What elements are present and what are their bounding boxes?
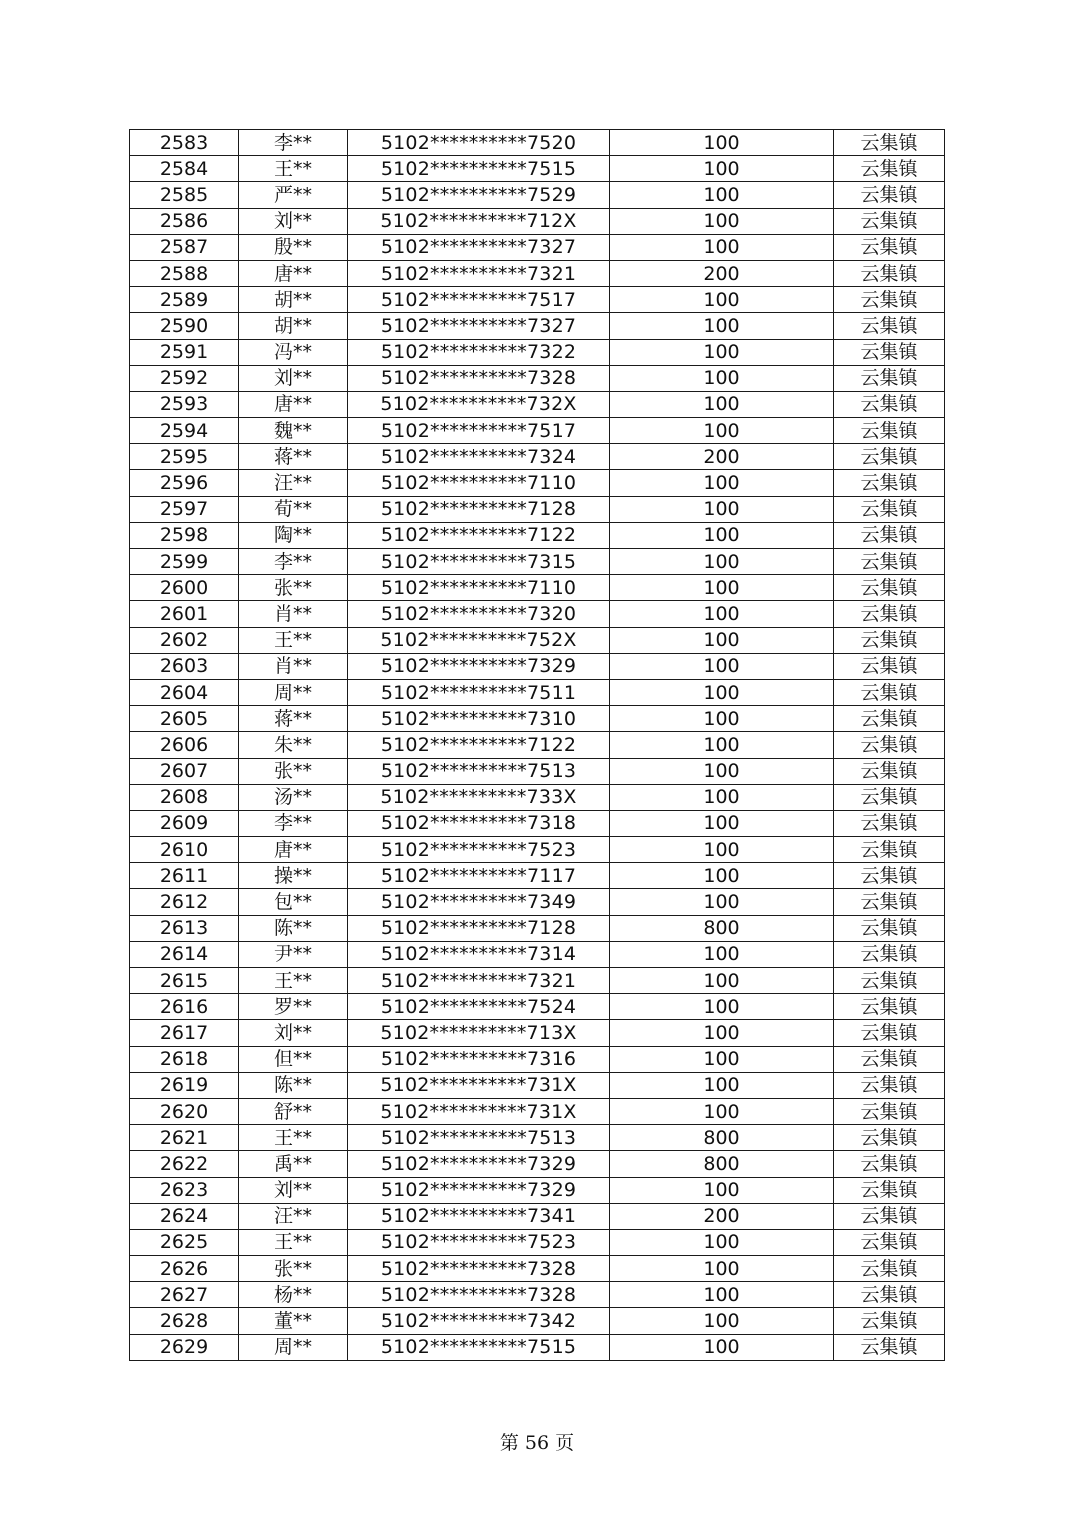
- row-number-cell: 2605: [130, 706, 239, 732]
- table-row: [130, 1072, 945, 1098]
- table-row: [130, 994, 945, 1020]
- town-cell: 云集镇: [834, 837, 945, 863]
- name-cell: 包**: [239, 889, 348, 915]
- row-number-cell: 2604: [130, 679, 239, 705]
- id-number-cell: 5102**********7523: [348, 1229, 610, 1255]
- name-cell: 刘**: [239, 1177, 348, 1203]
- id-number-cell: 5102**********7315: [348, 549, 610, 575]
- row-number-cell: 2616: [130, 994, 239, 1020]
- amount-cell: 100: [610, 941, 834, 967]
- table-row: [130, 182, 945, 208]
- amount-cell: 100: [610, 182, 834, 208]
- id-number-cell: 5102**********7328: [348, 1282, 610, 1308]
- table-row: [130, 444, 945, 470]
- amount-cell: 100: [610, 1256, 834, 1282]
- row-number-cell: 2622: [130, 1151, 239, 1177]
- name-cell: 禹**: [239, 1151, 348, 1177]
- town-cell: 云集镇: [834, 287, 945, 313]
- id-number-cell: 5102**********7517: [348, 418, 610, 444]
- name-cell: 冯**: [239, 339, 348, 365]
- id-number-cell: 5102**********7314: [348, 941, 610, 967]
- id-number-cell: 5102**********7511: [348, 679, 610, 705]
- name-cell: 刘**: [239, 1020, 348, 1046]
- table-row: [130, 837, 945, 863]
- table-row: [130, 339, 945, 365]
- row-number-cell: 2587: [130, 234, 239, 260]
- name-cell: 王**: [239, 1229, 348, 1255]
- table-row: [130, 208, 945, 234]
- id-number-cell: 5102**********733X: [348, 784, 610, 810]
- name-cell: 刘**: [239, 208, 348, 234]
- town-cell: 云集镇: [834, 1282, 945, 1308]
- id-number-cell: 5102**********7329: [348, 653, 610, 679]
- amount-cell: 200: [610, 260, 834, 286]
- table-row: [130, 575, 945, 601]
- table-row: [130, 470, 945, 496]
- row-number-cell: 2597: [130, 496, 239, 522]
- amount-cell: 100: [610, 732, 834, 758]
- table-row: [130, 234, 945, 260]
- table-row: [130, 758, 945, 784]
- id-number-cell: 5102**********7515: [348, 156, 610, 182]
- table-row: [130, 1046, 945, 1072]
- id-number-cell: 5102**********732X: [348, 391, 610, 417]
- row-number-cell: 2600: [130, 575, 239, 601]
- amount-cell: 800: [610, 1125, 834, 1151]
- table-row: [130, 1308, 945, 1334]
- town-cell: 云集镇: [834, 208, 945, 234]
- row-number-cell: 2607: [130, 758, 239, 784]
- name-cell: 刘**: [239, 365, 348, 391]
- table-row: [130, 1098, 945, 1124]
- id-number-cell: 5102**********712X: [348, 208, 610, 234]
- town-cell: 云集镇: [834, 470, 945, 496]
- table-row: [130, 653, 945, 679]
- id-number-cell: 5102**********7349: [348, 889, 610, 915]
- town-cell: 云集镇: [834, 1229, 945, 1255]
- row-number-cell: 2603: [130, 653, 239, 679]
- row-number-cell: 2627: [130, 1282, 239, 1308]
- name-cell: 唐**: [239, 260, 348, 286]
- amount-cell: 100: [610, 1177, 834, 1203]
- town-cell: 云集镇: [834, 810, 945, 836]
- name-cell: 张**: [239, 575, 348, 601]
- name-cell: 严**: [239, 182, 348, 208]
- name-cell: 周**: [239, 679, 348, 705]
- town-cell: 云集镇: [834, 968, 945, 994]
- amount-cell: 100: [610, 522, 834, 548]
- town-cell: 云集镇: [834, 182, 945, 208]
- table-row: [130, 810, 945, 836]
- table-row: [130, 1151, 945, 1177]
- row-number-cell: 2626: [130, 1256, 239, 1282]
- row-number-cell: 2598: [130, 522, 239, 548]
- id-number-cell: 5102**********7513: [348, 1125, 610, 1151]
- id-number-cell: 5102**********731X: [348, 1098, 610, 1124]
- table-row: [130, 601, 945, 627]
- table-row: [130, 863, 945, 889]
- row-number-cell: 2588: [130, 260, 239, 286]
- name-cell: 蒋**: [239, 444, 348, 470]
- name-cell: 张**: [239, 758, 348, 784]
- amount-cell: 100: [610, 1020, 834, 1046]
- id-number-cell: 5102**********7321: [348, 968, 610, 994]
- id-number-cell: 5102**********7318: [348, 810, 610, 836]
- id-number-cell: 5102**********752X: [348, 627, 610, 653]
- row-number-cell: 2618: [130, 1046, 239, 1072]
- amount-cell: 100: [610, 549, 834, 575]
- row-number-cell: 2608: [130, 784, 239, 810]
- id-number-cell: 5102**********7523: [348, 837, 610, 863]
- amount-cell: 100: [610, 391, 834, 417]
- table-row: [130, 313, 945, 339]
- amount-cell: 100: [610, 339, 834, 365]
- name-cell: 王**: [239, 1125, 348, 1151]
- amount-cell: 800: [610, 1151, 834, 1177]
- town-cell: 云集镇: [834, 234, 945, 260]
- amount-cell: 100: [610, 837, 834, 863]
- amount-cell: 100: [610, 470, 834, 496]
- town-cell: 云集镇: [834, 522, 945, 548]
- amount-cell: 100: [610, 653, 834, 679]
- name-cell: 陶**: [239, 522, 348, 548]
- id-number-cell: 5102**********7524: [348, 994, 610, 1020]
- town-cell: 云集镇: [834, 758, 945, 784]
- amount-cell: 100: [610, 208, 834, 234]
- town-cell: 云集镇: [834, 863, 945, 889]
- town-cell: 云集镇: [834, 130, 945, 156]
- table-row: [130, 941, 945, 967]
- name-cell: 唐**: [239, 837, 348, 863]
- town-cell: 云集镇: [834, 601, 945, 627]
- id-number-cell: 5102**********7515: [348, 1334, 610, 1360]
- amount-cell: 100: [610, 601, 834, 627]
- amount-cell: 100: [610, 968, 834, 994]
- amount-cell: 800: [610, 915, 834, 941]
- name-cell: 舒**: [239, 1098, 348, 1124]
- row-number-cell: 2613: [130, 915, 239, 941]
- name-cell: 汪**: [239, 1203, 348, 1229]
- table-row: [130, 260, 945, 286]
- town-cell: 云集镇: [834, 1072, 945, 1098]
- town-cell: 云集镇: [834, 496, 945, 522]
- town-cell: 云集镇: [834, 1098, 945, 1124]
- row-number-cell: 2617: [130, 1020, 239, 1046]
- row-number-cell: 2601: [130, 601, 239, 627]
- row-number-cell: 2591: [130, 339, 239, 365]
- table-row: [130, 1125, 945, 1151]
- table-row: [130, 1229, 945, 1255]
- town-cell: 云集镇: [834, 706, 945, 732]
- table-row: [130, 1203, 945, 1229]
- row-number-cell: 2614: [130, 941, 239, 967]
- amount-cell: 200: [610, 444, 834, 470]
- row-number-cell: 2625: [130, 1229, 239, 1255]
- row-number-cell: 2589: [130, 287, 239, 313]
- town-cell: 云集镇: [834, 418, 945, 444]
- id-number-cell: 5102**********7110: [348, 575, 610, 601]
- town-cell: 云集镇: [834, 915, 945, 941]
- row-number-cell: 2599: [130, 549, 239, 575]
- id-number-cell: 5102**********7321: [348, 260, 610, 286]
- name-cell: 荀**: [239, 496, 348, 522]
- id-number-cell: 5102**********7341: [348, 1203, 610, 1229]
- table-row: [130, 679, 945, 705]
- name-cell: 朱**: [239, 732, 348, 758]
- row-number-cell: 2593: [130, 391, 239, 417]
- town-cell: 云集镇: [834, 1177, 945, 1203]
- id-number-cell: 5102**********7310: [348, 706, 610, 732]
- table-row: [130, 130, 945, 156]
- row-number-cell: 2610: [130, 837, 239, 863]
- town-cell: 云集镇: [834, 732, 945, 758]
- name-cell: 董**: [239, 1308, 348, 1334]
- id-number-cell: 5102**********7122: [348, 522, 610, 548]
- row-number-cell: 2629: [130, 1334, 239, 1360]
- table-row: [130, 156, 945, 182]
- name-cell: 李**: [239, 130, 348, 156]
- id-number-cell: 5102**********713X: [348, 1020, 610, 1046]
- amount-cell: 100: [610, 130, 834, 156]
- town-cell: 云集镇: [834, 260, 945, 286]
- table-row: [130, 889, 945, 915]
- row-number-cell: 2594: [130, 418, 239, 444]
- table-row: [130, 784, 945, 810]
- name-cell: 但**: [239, 1046, 348, 1072]
- row-number-cell: 2612: [130, 889, 239, 915]
- town-cell: 云集镇: [834, 679, 945, 705]
- amount-cell: 200: [610, 1203, 834, 1229]
- amount-cell: 100: [610, 234, 834, 260]
- row-number-cell: 2621: [130, 1125, 239, 1151]
- amount-cell: 100: [610, 758, 834, 784]
- row-number-cell: 2611: [130, 863, 239, 889]
- row-number-cell: 2584: [130, 156, 239, 182]
- town-cell: 云集镇: [834, 444, 945, 470]
- row-number-cell: 2602: [130, 627, 239, 653]
- table-row: [130, 287, 945, 313]
- id-number-cell: 5102**********7128: [348, 915, 610, 941]
- name-cell: 张**: [239, 1256, 348, 1282]
- name-cell: 王**: [239, 627, 348, 653]
- id-number-cell: 5102**********7117: [348, 863, 610, 889]
- name-cell: 罗**: [239, 994, 348, 1020]
- amount-cell: 100: [610, 313, 834, 339]
- amount-cell: 100: [610, 706, 834, 732]
- name-cell: 胡**: [239, 313, 348, 339]
- town-cell: 云集镇: [834, 627, 945, 653]
- id-number-cell: 5102**********7320: [348, 601, 610, 627]
- amount-cell: 100: [610, 784, 834, 810]
- amount-cell: 100: [610, 994, 834, 1020]
- amount-cell: 100: [610, 1334, 834, 1360]
- name-cell: 肖**: [239, 601, 348, 627]
- roster-table-body: [130, 130, 945, 1361]
- row-number-cell: 2620: [130, 1098, 239, 1124]
- town-cell: 云集镇: [834, 1046, 945, 1072]
- amount-cell: 100: [610, 287, 834, 313]
- town-cell: 云集镇: [834, 889, 945, 915]
- town-cell: 云集镇: [834, 365, 945, 391]
- table-row: [130, 496, 945, 522]
- town-cell: 云集镇: [834, 156, 945, 182]
- row-number-cell: 2606: [130, 732, 239, 758]
- id-number-cell: 5102**********7520: [348, 130, 610, 156]
- town-cell: 云集镇: [834, 1203, 945, 1229]
- table-row: [130, 1256, 945, 1282]
- row-number-cell: 2609: [130, 810, 239, 836]
- amount-cell: 100: [610, 1229, 834, 1255]
- table-row: [130, 706, 945, 732]
- row-number-cell: 2595: [130, 444, 239, 470]
- name-cell: 唐**: [239, 391, 348, 417]
- id-number-cell: 5102**********7517: [348, 287, 610, 313]
- table-row: [130, 968, 945, 994]
- table-row: [130, 418, 945, 444]
- town-cell: 云集镇: [834, 994, 945, 1020]
- name-cell: 杨**: [239, 1282, 348, 1308]
- amount-cell: 100: [610, 496, 834, 522]
- id-number-cell: 5102**********7328: [348, 365, 610, 391]
- row-number-cell: 2586: [130, 208, 239, 234]
- town-cell: 云集镇: [834, 391, 945, 417]
- amount-cell: 100: [610, 627, 834, 653]
- name-cell: 李**: [239, 810, 348, 836]
- id-number-cell: 5102**********7327: [348, 234, 610, 260]
- name-cell: 王**: [239, 156, 348, 182]
- row-number-cell: 2583: [130, 130, 239, 156]
- table-row: [130, 915, 945, 941]
- page-number: 第 56 页: [499, 1432, 575, 1454]
- amount-cell: 100: [610, 365, 834, 391]
- row-number-cell: 2623: [130, 1177, 239, 1203]
- amount-cell: 100: [610, 679, 834, 705]
- table-row: [130, 1020, 945, 1046]
- id-number-cell: 5102**********7110: [348, 470, 610, 496]
- town-cell: 云集镇: [834, 1020, 945, 1046]
- name-cell: 汪**: [239, 470, 348, 496]
- id-number-cell: 5102**********7324: [348, 444, 610, 470]
- table-row: [130, 522, 945, 548]
- row-number-cell: 2592: [130, 365, 239, 391]
- subsidy-roster-table: [129, 129, 945, 1361]
- name-cell: 尹**: [239, 941, 348, 967]
- town-cell: 云集镇: [834, 313, 945, 339]
- amount-cell: 100: [610, 863, 834, 889]
- town-cell: 云集镇: [834, 1125, 945, 1151]
- row-number-cell: 2624: [130, 1203, 239, 1229]
- town-cell: 云集镇: [834, 575, 945, 601]
- row-number-cell: 2590: [130, 313, 239, 339]
- table-row: [130, 1334, 945, 1360]
- id-number-cell: 5102**********7513: [348, 758, 610, 784]
- id-number-cell: 5102**********7329: [348, 1177, 610, 1203]
- id-number-cell: 5102**********7342: [348, 1308, 610, 1334]
- town-cell: 云集镇: [834, 784, 945, 810]
- table-row: [130, 549, 945, 575]
- id-number-cell: 5102**********7128: [348, 496, 610, 522]
- id-number-cell: 5102**********7322: [348, 339, 610, 365]
- amount-cell: 100: [610, 418, 834, 444]
- row-number-cell: 2615: [130, 968, 239, 994]
- table-row: [130, 1177, 945, 1203]
- row-number-cell: 2619: [130, 1072, 239, 1098]
- name-cell: 周**: [239, 1334, 348, 1360]
- town-cell: 云集镇: [834, 653, 945, 679]
- table-row: [130, 627, 945, 653]
- name-cell: 陈**: [239, 915, 348, 941]
- name-cell: 王**: [239, 968, 348, 994]
- id-number-cell: 5102**********7529: [348, 182, 610, 208]
- name-cell: 魏**: [239, 418, 348, 444]
- amount-cell: 100: [610, 810, 834, 836]
- table-row: [130, 1282, 945, 1308]
- town-cell: 云集镇: [834, 549, 945, 575]
- name-cell: 胡**: [239, 287, 348, 313]
- id-number-cell: 5102**********7122: [348, 732, 610, 758]
- amount-cell: 100: [610, 1098, 834, 1124]
- id-number-cell: 5102**********7329: [348, 1151, 610, 1177]
- name-cell: 蒋**: [239, 706, 348, 732]
- town-cell: 云集镇: [834, 1308, 945, 1334]
- name-cell: 李**: [239, 549, 348, 575]
- amount-cell: 100: [610, 1282, 834, 1308]
- name-cell: 肖**: [239, 653, 348, 679]
- id-number-cell: 5102**********7328: [348, 1256, 610, 1282]
- amount-cell: 100: [610, 1308, 834, 1334]
- town-cell: 云集镇: [834, 339, 945, 365]
- id-number-cell: 5102**********731X: [348, 1072, 610, 1098]
- town-cell: 云集镇: [834, 1256, 945, 1282]
- amount-cell: 100: [610, 575, 834, 601]
- table-row: [130, 732, 945, 758]
- town-cell: 云集镇: [834, 1151, 945, 1177]
- amount-cell: 100: [610, 156, 834, 182]
- amount-cell: 100: [610, 889, 834, 915]
- name-cell: 操**: [239, 863, 348, 889]
- row-number-cell: 2585: [130, 182, 239, 208]
- town-cell: 云集镇: [834, 1334, 945, 1360]
- id-number-cell: 5102**********7316: [348, 1046, 610, 1072]
- amount-cell: 100: [610, 1072, 834, 1098]
- name-cell: 殷**: [239, 234, 348, 260]
- table-row: [130, 391, 945, 417]
- name-cell: 汤**: [239, 784, 348, 810]
- id-number-cell: 5102**********7327: [348, 313, 610, 339]
- row-number-cell: 2628: [130, 1308, 239, 1334]
- name-cell: 陈**: [239, 1072, 348, 1098]
- row-number-cell: 2596: [130, 470, 239, 496]
- town-cell: 云集镇: [834, 941, 945, 967]
- table-row: [130, 365, 945, 391]
- amount-cell: 100: [610, 1046, 834, 1072]
